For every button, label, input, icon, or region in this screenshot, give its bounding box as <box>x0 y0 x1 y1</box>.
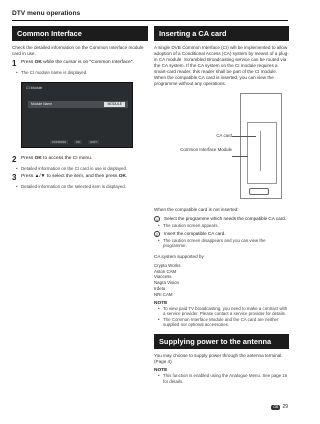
step-number: 2 <box>12 154 17 164</box>
module-logo <box>249 188 269 195</box>
ca-step-2-text: Insert the compatible CA card. <box>164 230 226 236</box>
ca-step-1 <box>154 216 289 222</box>
ca-supported-label: CA system supported by <box>154 253 204 259</box>
note-title: NOTE <box>154 300 168 306</box>
module-name-value: MODULE <box>104 102 125 107</box>
step-bullet: • The CI module name is displayed. <box>12 70 148 76</box>
list-item: Viaccess <box>154 274 172 280</box>
callout-line-ca-card <box>232 136 256 137</box>
step-text: Press OK to access the CI menu. <box>21 155 93 161</box>
callout-line-ci-module <box>232 156 248 157</box>
screen-title: CI Module <box>26 85 43 90</box>
ca-step-2 <box>154 231 289 237</box>
page-header-title: DTV menu operations <box>12 10 81 17</box>
list-item: Irdeto <box>154 285 166 291</box>
note-title: NOTE <box>154 367 168 373</box>
list-item: Crypto Works <box>154 262 181 268</box>
module-name-label: Module Name <box>31 102 53 107</box>
antenna-power-intro: You may choose to supply power through the antenna terminal. (Page 4) <box>154 352 283 364</box>
step-circle: 1 <box>155 217 159 222</box>
section-title-common-interface: Common Interface <box>12 26 148 41</box>
right-column <box>154 26 289 384</box>
ci-module-screen <box>21 82 133 148</box>
ca-systems-list <box>154 263 289 298</box>
step-bullet: • Detailed information on the selected item is displayed. <box>12 184 148 190</box>
screen-button-confirm: CONFIRM <box>52 139 66 144</box>
step-text: Press OK while the cursor is on "Common Interface". <box>21 60 134 65</box>
list-item: Aston CAM <box>154 268 177 274</box>
ca-card-illustration <box>154 91 289 203</box>
page-number <box>271 404 288 410</box>
ci-slot <box>247 122 277 184</box>
callout-ca-card: CA card <box>216 133 232 138</box>
step-1 <box>12 60 148 76</box>
note-item: • This function is enabled using the Analogue Menu. See page 16 for details. <box>154 373 289 384</box>
list-item: Nagra Vision <box>154 280 180 286</box>
step-number: 1 <box>12 59 17 68</box>
callout-ci-module: Common Interface Module <box>180 147 232 152</box>
note-item: • To view paid TV broadcasting, you need to make a contract with a service provider. Please contact a service provider for details. <box>154 306 289 317</box>
screen-button-exit: EXIT <box>90 139 98 144</box>
step-2 <box>12 156 148 172</box>
when-not-inserted: When the compatible card is not inserted: <box>154 207 239 212</box>
screen-button-ok: OK <box>76 139 81 144</box>
ca-card-intro: A single DVB Common Interface (CI) will be implemented to allow adoption of a Conditional Access (CA) system by means of a plug-in CA module. Scrambled Broadcasting service can be routed via the CA system. If the CA system on the CI module requires a smart-card reader, this reader shall be part of the CI module. When the compatible CA card is inserted, you can view the programme without any operations. <box>154 45 289 86</box>
step-bullet: • Detailed information on the CI card in use is displayed. <box>12 166 148 172</box>
step-text: Press ▲/▼ to select the item, and then press OK. <box>21 174 128 180</box>
ca-step-1-text: Select the programme which needs the compatible CA card. <box>164 216 287 221</box>
section-title-inserting-ca-card: Inserting a CA card <box>154 26 289 41</box>
step-circle: 2 <box>155 231 159 237</box>
card-slot-line <box>260 131 261 171</box>
screen-footer <box>50 140 99 144</box>
ca-step-1-bullet: • The caution screen appears. <box>154 223 289 229</box>
step-3 <box>12 174 148 190</box>
common-interface-intro: Check the detailed information on the Common Interface module card in use. <box>12 45 144 56</box>
ca-step-2-bullet: • The caution screen disappears and you can view the programme. <box>154 238 289 249</box>
left-column <box>12 26 148 190</box>
tv-side-panel <box>240 93 282 199</box>
list-item: NRI CAM <box>154 291 173 297</box>
note-item: • The Common Interface Module and the CA card are neither supplied nor optional accessories. <box>154 317 289 328</box>
step-number: 3 <box>12 173 17 183</box>
language-badge: GB <box>273 404 279 409</box>
header-rule <box>12 20 288 21</box>
screen-module-item <box>28 101 128 108</box>
section-title-antenna-power: Supplying power to the antenna <box>154 334 289 349</box>
page-number-text: 29 <box>282 404 288 410</box>
